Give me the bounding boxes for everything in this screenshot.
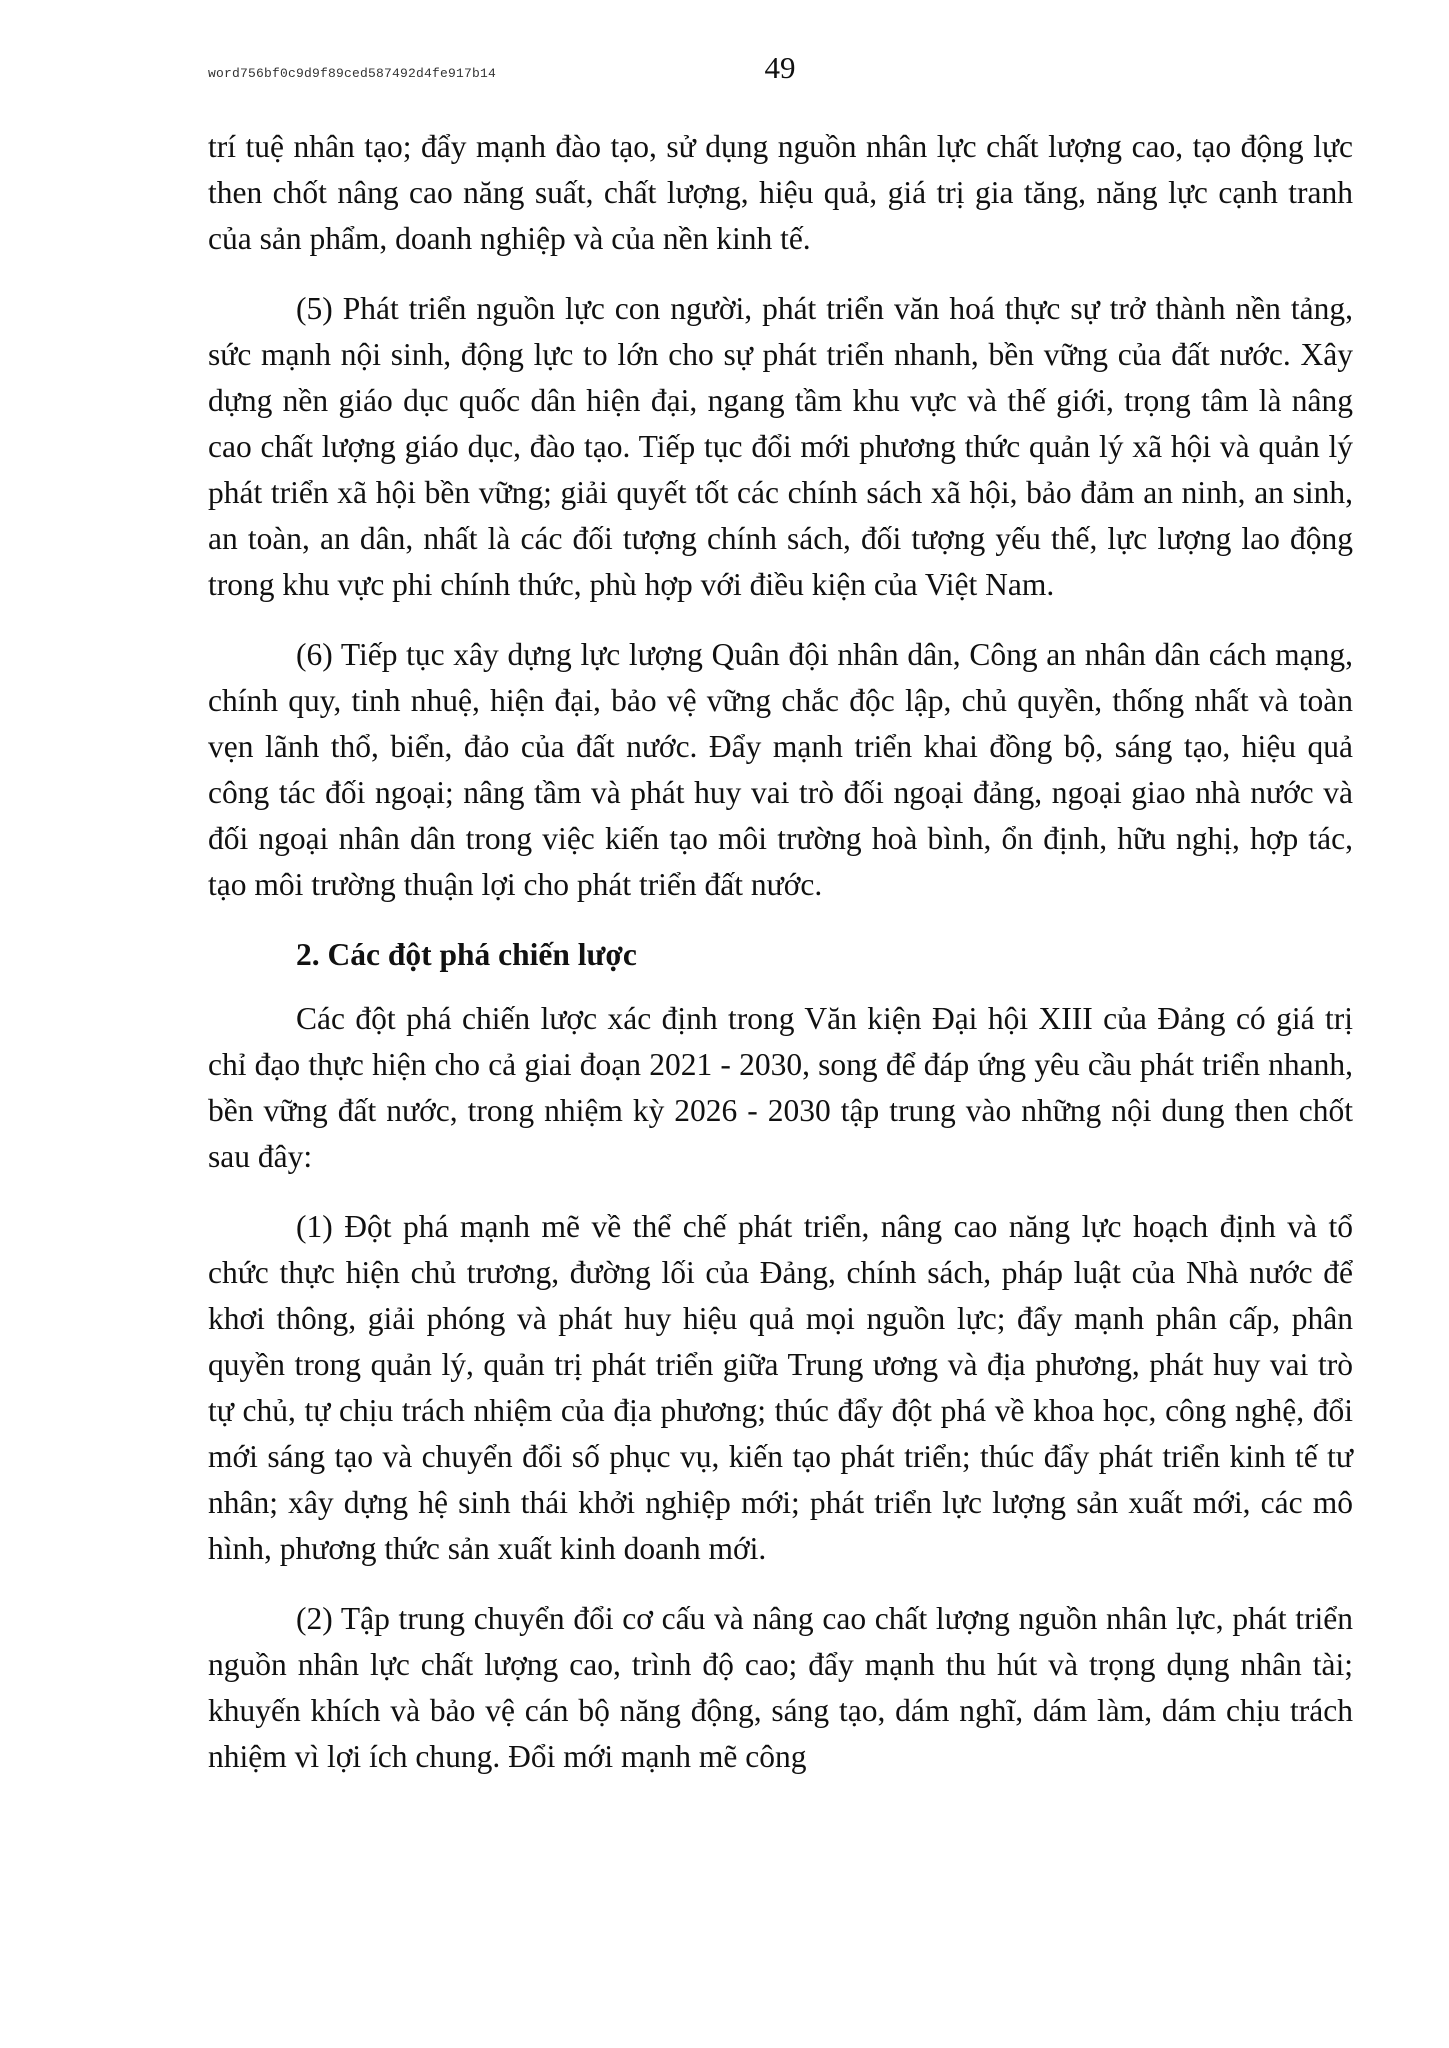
paragraph-item-6: (6) Tiếp tục xây dựng lực lượng Quân đội nhân dân, Công an nhân dân cách mạng, chính quy, tinh nhuệ, hiện đại, bảo vệ vững chắc độc lập, chủ quyền, thống nhất và toàn vẹn lãnh thổ, biển, đảo của đất nước. Đẩy mạnh triển khai đồng bộ, sáng tạo, hiệu quả công tác đối ngoại; nâng tầm và phát huy vai trò đối ngoại đảng, ngoại giao nhà nước và đối ngoại nhân dân trong việc kiến tạo môi trường hoà bình, ổn định, hữu nghị, hợp tác, tạo môi trường thuận lợi cho phát triển đất nước.: [208, 637, 1353, 902]
paragraph-item-5: (5) Phát triển nguồn lực con người, phát triển văn hoá thực sự trở thành nền tảng, sức mạnh nội sinh, động lực to lớn cho sự phát triển nhanh, bền vững của đất nước. Xây dựng nền giáo dục quốc dân hiện đại, ngang tầm khu vực và thế giới, trọng tâm là nâng cao chất lượng giáo dục, đào tạo. Tiếp tục đổi mới phương thức quản lý xã hội và quản lý phát triển xã hội bền vững; giải quyết tốt các chính sách xã hội, bảo đảm an ninh, an sinh, an toàn, an dân, nhất là các đối tượng chính sách, đối tượng yếu thế, lực lượng lao động trong khu vực phi chính thức, phù hợp với điều kiện của Việt Nam.: [208, 291, 1353, 602]
page-number: 49: [764, 50, 796, 85]
paragraph-breakthrough-1: (1) Đột phá mạnh mẽ về thể chế phát triển, nâng cao năng lực hoạch định và tổ chức thực hiện chủ trương, đường lối của Đảng, chính sách, pháp luật của Nhà nước để khơi thông, giải phóng và phát huy hiệu quả mọi nguồn lực; đẩy mạnh phân cấp, phân quyền trong quản lý, quản trị phát triển giữa Trung ương và địa phương, phát huy vai trò tự chủ, tự chịu trách nhiệm của địa phương; thúc đẩy đột phá về khoa học, công nghệ, đổi mới sáng tạo và chuyển đổi số phục vụ, kiến tạo phát triển; thúc đẩy phát triển kinh tế tư nhân; xây dựng hệ sinh thái khởi nghiệp mới; phát triển lực lượng sản xuất mới, các mô hình, phương thức sản xuất kinh doanh mới.: [208, 1209, 1353, 1566]
paragraph-intro: Các đột phá chiến lược xác định trong Văn kiện Đại hội XIII của Đảng có giá trị chỉ đạo thực hiện cho cả giai đoạn 2021 - 2030, song để đáp ứng yêu cầu phát triển nhanh, bền vững đất nước, trong nhiệm kỳ 2026 - 2030 tập trung vào những nội dung then chốt sau đây:: [208, 1001, 1353, 1174]
section-heading: 2. Các đột phá chiến lược: [296, 937, 637, 972]
paragraph-continuation: trí tuệ nhân tạo; đẩy mạnh đào tạo, sử dụng nguồn nhân lực chất lượng cao, tạo động lực then chốt nâng cao năng suất, chất lượng, hiệu quả, giá trị gia tăng, năng lực cạnh tranh của sản phẩm, doanh nghiệp và của nền kinh tế.: [208, 129, 1353, 256]
paragraph-breakthrough-2: (2) Tập trung chuyển đổi cơ cấu và nâng cao chất lượng nguồn nhân lực, phát triển nguồn nhân lực chất lượng cao, trình độ cao; đẩy mạnh thu hút và trọng dụng nhân tài; khuyến khích và bảo vệ cán bộ năng động, sáng tạo, dám nghĩ, dám làm, dám chịu trách nhiệm vì lợi ích chung. Đổi mới mạnh mẽ công: [208, 1601, 1353, 1774]
document-body: [208, 124, 1353, 1804]
document-id: word756bf0c9d9f89ced587492d4fe917b14: [208, 66, 497, 81]
